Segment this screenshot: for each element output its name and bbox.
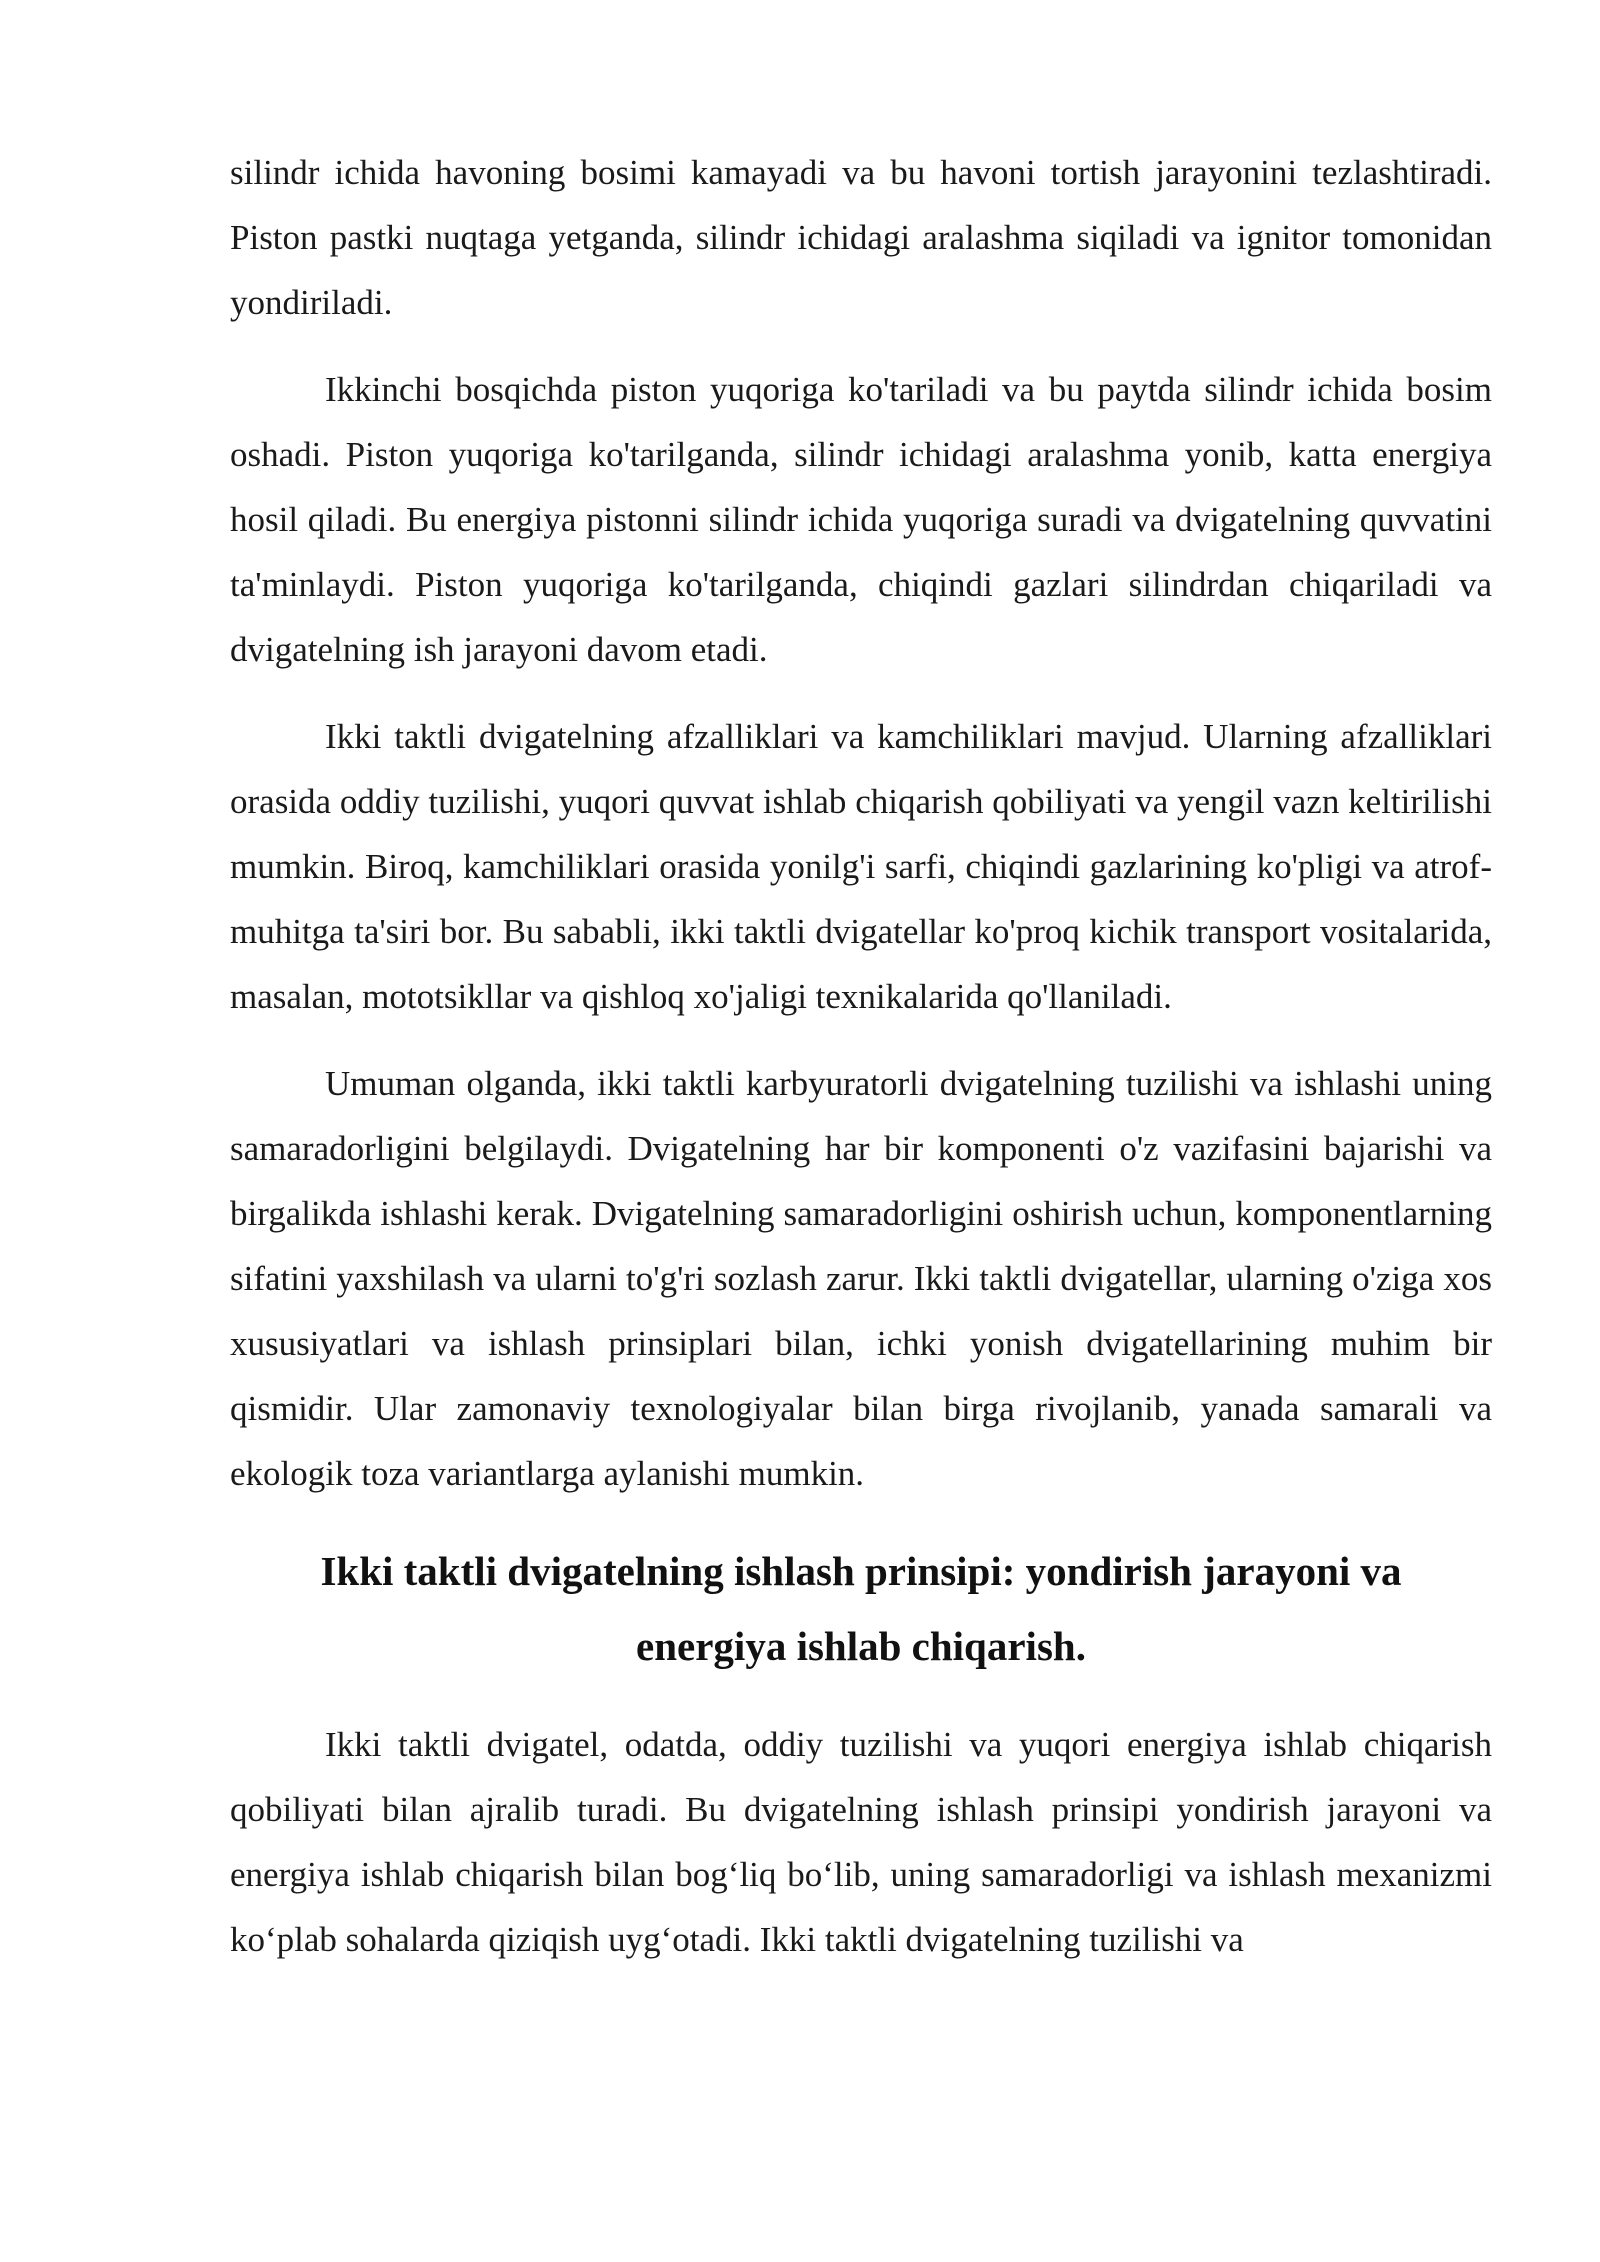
paragraph-second-stage: Ikkinchi bosqichda piston yuqoriga ko'tariladi va bu paytda silindr ichida bosim oshadi. Piston yuqoriga ko'tarilganda, silindr ichidagi aralashma yonib, katta energiya hosil qiladi. Bu energiya pistonni silindr ichida yuqoriga suradi va dvigatelning quvvatini ta'minlaydi. Piston yuqoriga ko'tarilganda, chiqindi gazlari silindrdan chiqariladi va dvigatelning ish jarayoni davom etadi. [230,370,1492,669]
section-heading [230,1534,1492,1684]
paragraph-conclusion: Umuman olganda, ikki taktli karbyuratorli dvigatelning tuzilishi va ishlashi uning samaradorligini belgilaydi. Dvigatelning har bir komponenti o'z vazifasini bajarishi va birgalikda ishlashi kerak. Dvigatelning samaradorligini oshirish uchun, komponentlarning sifatini yaxshilash va ularni to'g'ri sozlash zarur. Ikki taktli dvigatellar, ularning o'ziga xos xususiyatlari va ishlash prinsiplari bilan, ichki yonish dvigatellarining muhim bir qismidir. Ular zamonaviy texnologiyalar bilan birga rivojlanib, yanada samarali va ekologik toza variantlarga aylanishi mumkin. [230,1064,1492,1493]
document-page [230,140,1492,1994]
section-heading-line1: Ikki taktli dvigatelning ishlash prinsipi: yondirish jarayoni va [320,1548,1402,1594]
paragraph-advantages: Ikki taktli dvigatelning afzalliklari va kamchiliklari mavjud. Ularning afzalliklari orasida oddiy tuzilishi, yuqori quvvat ishlab chiqarish qobiliyati va yengil vazn keltirilishi mumkin. Biroq, kamchiliklari orasida yonilg'i sarfi, chiqindi gazlarining ko'pligi va atrof-muhitga ta'siri bor. Bu sababli, ikki taktli dvigatellar ko'proq kichik transport vositalarida, masalan, mototsikllar va qishloq xo'jaligi texnikalarida qo'llaniladi. [230,717,1492,1016]
paragraph-continuation: silindr ichida havoning bosimi kamayadi va bu havoni tortish jarayonini tezlashtiradi. Piston pastki nuqtaga yetganda, silindr ichidagi aralashma siqiladi va ignitor tomonidan yondiriladi. [230,153,1492,322]
section-heading-line2: energiya ishlab chiqarish. [636,1623,1086,1669]
paragraph-principle-intro: Ikki taktli dvigatel, odatda, oddiy tuzilishi va yuqori energiya ishlab chiqarish qobiliyati bilan ajralib turadi. Bu dvigatelning ishlash prinsipi yondirish jarayoni va energiya ishlab chiqarish bilan bog‘liq bo‘lib, uning samaradorligi va ishlash mexanizmi ko‘plab sohalarda qiziqish uyg‘otadi. Ikki taktli dvigatelning tuzilishi va [230,1725,1492,1959]
